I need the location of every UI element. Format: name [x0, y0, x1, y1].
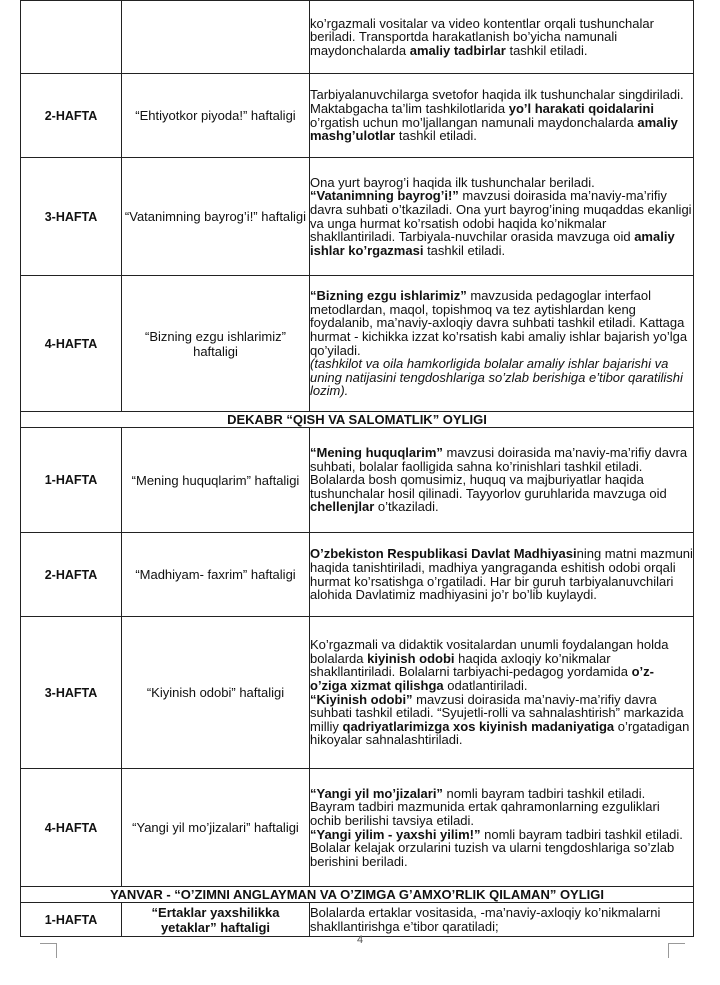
- week-description: [310, 158, 694, 276]
- body-text: nomli bayram tadbiri tashkil etiladi. Bolalar kelajak orzularini tuzish va ularni tengdoshlariga so’zlab berishini beriladi.: [310, 826, 683, 869]
- week-description: [310, 769, 694, 887]
- description-paragraph: [310, 828, 693, 869]
- description-paragraph: [310, 102, 693, 143]
- emphasized-text: “Yangi yilim - yaxshi yilim!”: [310, 826, 481, 842]
- description-paragraph: [310, 176, 693, 190]
- table-row: [21, 276, 694, 412]
- table-row: [21, 903, 694, 937]
- body-text: odatlantiriladi.: [443, 677, 528, 693]
- table-row: [21, 617, 694, 769]
- description-paragraph: [310, 88, 693, 102]
- table-row: [21, 1, 694, 74]
- table-row: [21, 428, 694, 533]
- month-header: DEKABR “QISH VA SALOMATLIK” OYLIGI: [21, 412, 694, 428]
- week-title: “Vatanimning bayrog’i!” haftaligi: [122, 158, 310, 276]
- plan-table-body: [21, 1, 694, 937]
- body-text: Bolalarda ertaklar vositasida, -ma’naviy-axloqiy ko’nikmalarni shakllantirishga e’tibor qaratiladi;: [310, 904, 661, 934]
- weekly-plan-table: [20, 0, 694, 937]
- body-text: tashkil etiladi.: [505, 42, 588, 58]
- description-paragraph: [310, 638, 693, 692]
- week-description: [310, 617, 694, 769]
- week-description: [310, 903, 694, 937]
- body-text: Maktabgacha ta’lim tashkilotlarida: [310, 100, 509, 116]
- week-title: “Kiyinish odobi” haftaligi: [122, 617, 310, 769]
- week-title: “Mening huquqlarim” haftaligi: [122, 428, 310, 533]
- description-paragraph: [310, 446, 693, 514]
- week-label: [21, 1, 122, 74]
- body-text: o’rgatadigan hikoyalar sahnalashtiriladi.: [310, 718, 690, 748]
- table-row: [21, 533, 694, 617]
- week-label: 3-HAFTA: [21, 617, 122, 769]
- emphasized-text: amaliy tadbirlar: [409, 42, 506, 58]
- body-text: mavzusi doirasida ma’naviy-ma’rifiy davra suhbati tashkil etiladi. “Syujetli-rolli va sahnalashtirish” markazida milliy: [310, 691, 684, 734]
- body-text: tashkil etiladi.: [395, 128, 477, 144]
- description-paragraph: [310, 547, 693, 601]
- emphasized-text: “Mening huquqlarim”: [310, 445, 443, 461]
- table-row: [21, 769, 694, 887]
- emphasized-text: amaliy mashg’ulotlar: [310, 114, 678, 144]
- body-text: o’rgatish uchun mo’ljallangan namunali maydonchalarda: [310, 114, 638, 130]
- description-paragraph: [310, 787, 693, 828]
- body-text: (tashkilot va oila hamkorligida bolalar amaliy ishlar bajarishi va uning natijasini tengdoshlariga so’zlab berishiga e’tibor qaratilishi lozim).: [310, 356, 683, 399]
- week-title: [122, 1, 310, 74]
- body-text: haqida axloqiy ko’nikmalar shakllantiriladi. Bolalarni tarbiyachi-pedagog yordamida: [310, 650, 632, 680]
- emphasized-text: qadriyatlarimizga xos kiyinish madaniyatiga: [342, 718, 615, 734]
- week-title: “Bizning ezgu ishlarimiz” haftaligi: [122, 276, 310, 412]
- week-title: “Madhiyam- faxrim” haftaligi: [122, 533, 310, 617]
- body-text: mavzusi doirasida ma’naviy-ma’rifiy davra suhbati, bolalar faolligida sahna ko’rinishlari tashkil etiladi. Bolalarda bosh qomusimiz, huquq va majburiyatlar haqida tushunchalar hosil qilinadi. Tayyorlov guruhlarida mavzuga oid: [310, 445, 688, 501]
- emphasized-text: O’zbekiston Respublikasi Davlat Madhiyasi: [310, 546, 577, 562]
- week-label: 4-HAFTA: [21, 769, 122, 887]
- table-row: [21, 74, 694, 158]
- emphasized-text: “Bizning ezgu ishlarimiz”: [310, 288, 467, 304]
- week-label: 1-HAFTA: [21, 903, 122, 937]
- description-paragraph: [310, 289, 693, 357]
- emphasized-text: “Yangi yil mo’jizalari”: [310, 785, 443, 801]
- week-description: [310, 1, 694, 74]
- emphasized-text: “Kiyinish odobi”: [310, 691, 413, 707]
- page-number: 4: [356, 934, 364, 946]
- week-label: 3-HAFTA: [21, 158, 122, 276]
- month-header-row: [21, 412, 694, 428]
- page-corner-mark-right: [668, 943, 685, 958]
- body-text: mavzusida pedagoglar interfaol metodlardan, maqol, topishmoq va tez aytishlardan keng foydalanib, ma’naviy-axloqiy davra suhbati tashkil etiladi. Kattaga hurmat - kichikka izzat ko’rsatish kabi amaliy ishlar bajarish yo’lga qo’yiladi.: [310, 288, 688, 358]
- description-paragraph: [310, 906, 693, 933]
- week-label: 2-HAFTA: [21, 74, 122, 158]
- page-corner-mark-left: [40, 943, 57, 958]
- body-text: ko’rgazmali vositalar va video kontentlar orqali tushunchalar beriladi. Transportda harakatlanish bo’yicha namunali maydonchalarda: [310, 15, 654, 58]
- emphasized-text: kiyinish odobi: [367, 650, 455, 666]
- body-text: Ona yurt bayrog’i haqida ilk tushunchalar beriladi.: [310, 174, 595, 190]
- week-label: 4-HAFTA: [21, 276, 122, 412]
- body-text: Tarbiyalanuvchilarga svetofor haqida ilk tushunchalar singdiriladi.: [310, 87, 684, 103]
- month-header: YANVAR - “O’ZIMNI ANGLAYMAN VA O’ZIMGA G’AMXO’RLIK QILAMAN” OYLIGI: [21, 887, 694, 903]
- body-text: Ko’rgazmali va didaktik vositalardan unumli foydalangan holda bolalarda: [310, 637, 669, 666]
- emphasized-text: yo’l harakati qoidalarini: [508, 100, 654, 116]
- week-description: [310, 276, 694, 412]
- body-text: o’tkaziladi.: [374, 499, 439, 515]
- body-text: mavzusi doirasida ma’naviy-ma’rifiy davra suhbati o’tkaziladi. Ona yurt bayrog’ining muqaddas ekanligi va unga hurmat ko’rsatish odobi haqida ko’nikmalar shakllantiriladi. Tarbiyala-nuvchilar orasida mavzuga oid: [310, 188, 692, 245]
- description-paragraph: [310, 17, 693, 58]
- table-row: [21, 158, 694, 276]
- emphasized-text: “Vatanimning bayrog’i!”: [310, 188, 459, 204]
- week-description: [310, 428, 694, 533]
- emphasized-text: o’z- o’ziga xizmat qilishga: [310, 664, 654, 693]
- week-title: “Ehtiyotkor piyoda!” haftaligi: [122, 74, 310, 158]
- description-paragraph: [310, 357, 693, 398]
- week-label: 2-HAFTA: [21, 533, 122, 617]
- week-description: [310, 74, 694, 158]
- month-header-row: [21, 887, 694, 903]
- description-paragraph: [310, 693, 693, 747]
- week-title: “Yangi yil mo’jizalari” haftaligi: [122, 769, 310, 887]
- emphasized-text: amaliy ishlar ko’rgazmasi: [310, 229, 675, 258]
- week-label: 1-HAFTA: [21, 428, 122, 533]
- week-description: [310, 533, 694, 617]
- body-text: tashkil etiladi.: [423, 242, 506, 258]
- emphasized-text: chellenjlar: [310, 499, 375, 515]
- body-text: ning matni mazmuni haqida tanishtiriladi, madhiya yangraganda eshitish odobi orqali hurmat ko’rsatishga o’rgatiladi. Har bir guruh tarbiyalanuvchilari alohida Davlatimiz madhiyasini jo’r bo’lib kuylaydi.: [310, 546, 693, 603]
- week-title: “Ertaklar yaxshilikka yetaklar” haftaligi: [122, 903, 310, 937]
- body-text: nomli bayram tadbiri tashkil etiladi. Bayram tadbiri mazmunida ertak qahramonlarning ezguliklari ochib berilishi tavsiya etiladi.: [310, 785, 660, 828]
- description-paragraph: [310, 189, 693, 257]
